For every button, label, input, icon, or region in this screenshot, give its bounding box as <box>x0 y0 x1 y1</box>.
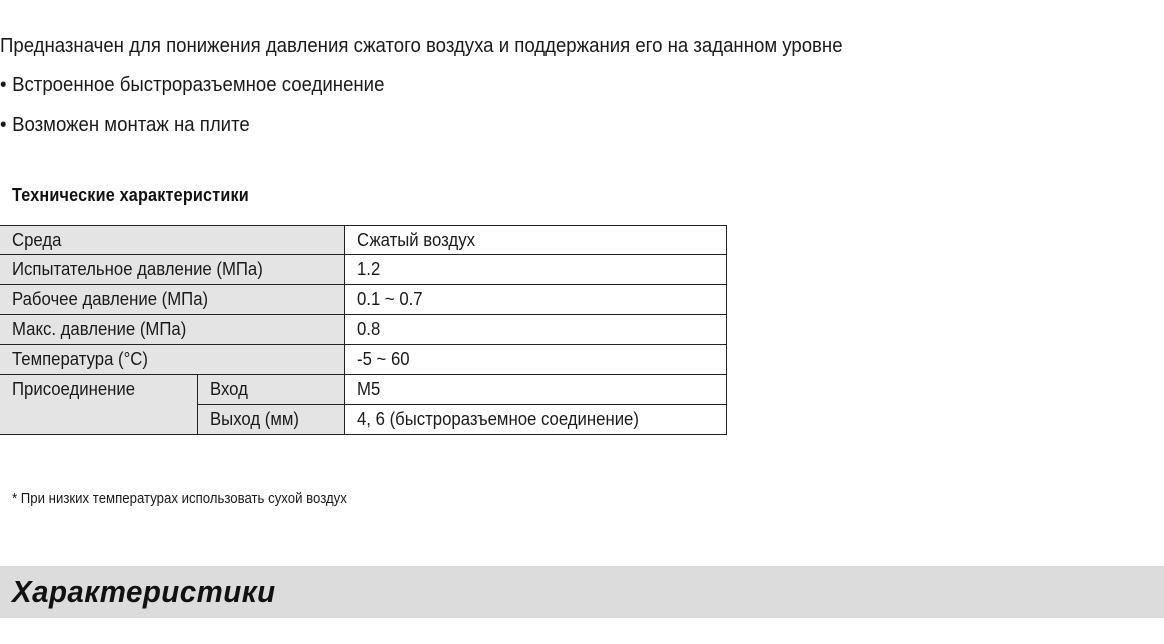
spec-value: 0.1 ~ 0.7 <box>344 285 726 315</box>
table-row <box>0 315 727 345</box>
inlet-label: Вход <box>197 375 344 405</box>
inlet-value: M5 <box>344 375 726 405</box>
outlet-value: 4, 6 (быстроразъемное соединение) <box>344 405 726 435</box>
spec-label: Температура (°С) <box>0 345 344 375</box>
outlet-label: Выход (мм) <box>197 405 344 435</box>
bullet-icon: • <box>0 74 7 96</box>
feature-item-text: Встроенное быстроразъемное соединение <box>12 74 385 96</box>
spec-value: -5 ~ 60 <box>344 345 726 375</box>
bullet-icon: • <box>0 114 7 136</box>
intro-text: Предназначен для понижения давления сжатого воздуха и поддержания его на заданном уровне <box>0 35 843 57</box>
spec-label: Среда <box>0 226 344 255</box>
table-row <box>0 226 727 255</box>
feature-item <box>0 72 384 112</box>
spec-value: 1.2 <box>344 255 726 285</box>
feature-item-text: Возможен монтаж на плите <box>12 114 250 136</box>
table-row <box>0 375 727 405</box>
connection-label: Присоединение <box>0 375 197 435</box>
feature-item <box>0 112 384 152</box>
section-title: Характеристики <box>12 574 276 609</box>
feature-list <box>0 72 413 152</box>
table-row <box>0 255 727 285</box>
spec-value: 0.8 <box>344 315 726 345</box>
spec-value: Сжатый воздух <box>344 226 726 255</box>
spec-label: Испытательное давление (МПа) <box>0 255 344 285</box>
table-row <box>0 285 727 315</box>
footnote: * При низких температурах использовать сухой воздух <box>12 490 347 507</box>
spec-label: Макс. давление (МПа) <box>0 315 344 345</box>
specs-heading: Технические характеристики <box>12 185 249 205</box>
spec-label: Рабочее давление (МПа) <box>0 285 344 315</box>
specs-table <box>0 225 727 435</box>
table-row <box>0 345 727 375</box>
section-header-bar <box>0 566 1164 618</box>
